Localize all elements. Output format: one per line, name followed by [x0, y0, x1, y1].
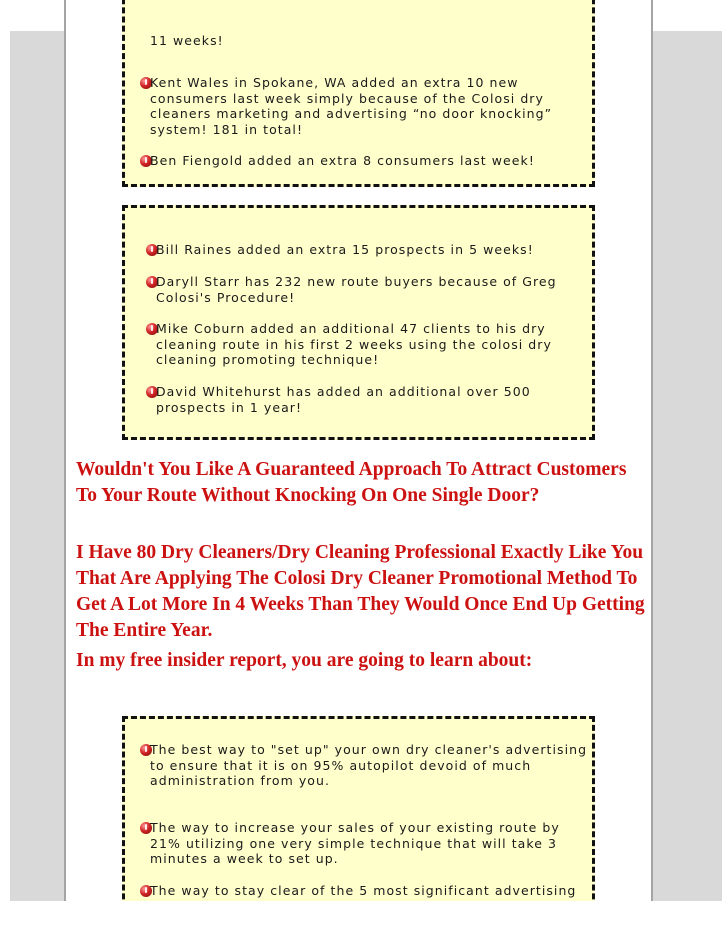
- benefit-item: The way to increase your sales of your existing route by 21% utilizing one very simple technique that will take 3 minutes a week to set up.: [150, 820, 560, 866]
- testimonial-item: David Whitehurst has added an additional over 500 prospects in 1 year!: [156, 384, 531, 415]
- testimonial-item: Mike Coburn added an additional 47 clients to his dry cleaning route in his first 2 weeks using the colosi dry cleaning promoting technique!: [156, 321, 552, 367]
- testimonial-box-1: [122, 0, 595, 187]
- headline-free-report: In my free insider report, you are going to learn about:: [76, 650, 533, 671]
- benefits-box: [122, 716, 595, 901]
- testimonial-item: Ben Fiengold added an extra 8 consumers last week!: [150, 153, 535, 168]
- testimonial-box-2: [122, 205, 595, 440]
- headline-guaranteed-approach: Wouldn't You Like A Guaranteed Approach To Attract Customers To Your Route Without Knocking On One Single Door?: [76, 459, 627, 506]
- benefit-item: The best way to "set up" your own dry cleaner's advertising to ensure that it is on 95% autopilot devoid of much administration from you.: [150, 742, 588, 788]
- benefit-item: The way to stay clear of the 5 most significant advertising: [150, 883, 577, 898]
- document-page: [64, 0, 653, 901]
- testimonial-item: Bill Raines added an extra 15 prospects in 5 weeks!: [156, 242, 534, 257]
- testimonial-item: Daryll Starr has 232 new route buyers because of Greg Colosi's Procedure!: [156, 274, 557, 305]
- testimonial-item: 11 weeks!: [150, 33, 224, 48]
- testimonial-item: Kent Wales in Spokane, WA added an extra 10 new consumers last week simply because of the Colosi dry cleaners marketing and advertising “no door knocking” system! 181 in total!: [150, 75, 553, 137]
- headline-80-dry-cleaners: I Have 80 Dry Cleaners/Dry Cleaning Professional Exactly Like You That Are Applying The Colosi Dry Cleaner Promotional Method To Get A Lot More In 4 Weeks Than They Would Once End Up Getting The Entire Year.: [76, 542, 645, 641]
